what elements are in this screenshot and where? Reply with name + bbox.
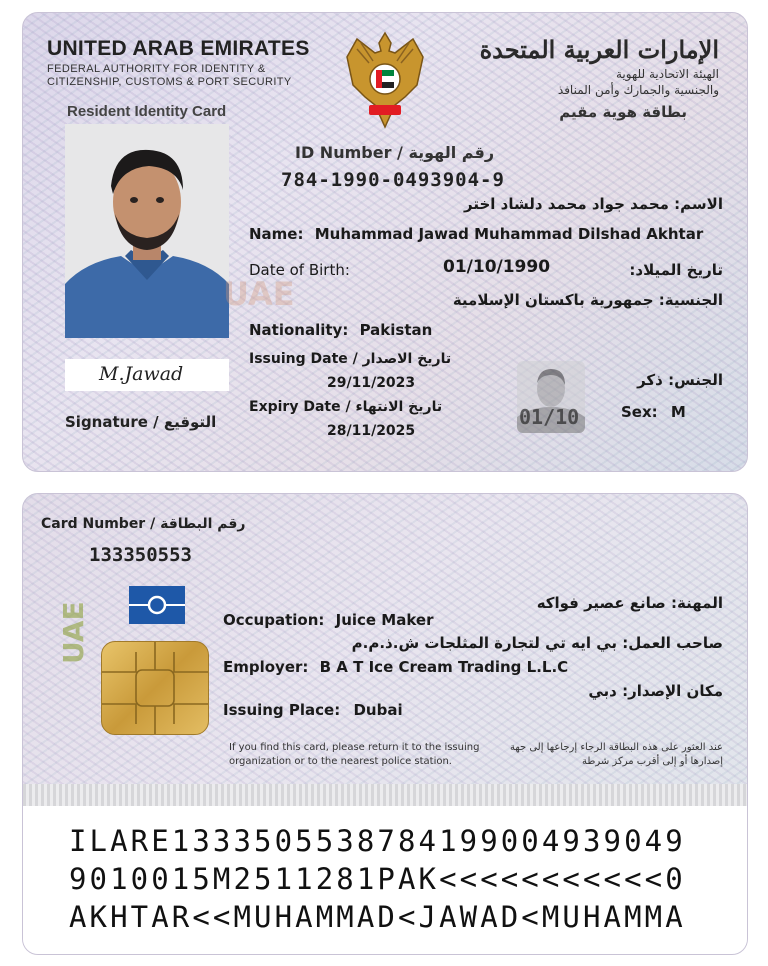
sex-value: M: [670, 403, 686, 421]
card-number: 133350553: [89, 544, 192, 566]
employer-value: B A T Ice Cream Trading L.L.C: [319, 658, 569, 676]
ghost-dob: 01/10: [519, 405, 580, 429]
header-authority-line1: FEDERAL AUTHORITY FOR IDENTITY &: [47, 63, 266, 75]
dob-value: 01/10/1990: [443, 257, 551, 277]
name-ar: الاسم: محمد جواد محمد دلشاد اختر: [464, 195, 723, 213]
issuing-place-row: [223, 701, 403, 719]
holder-photo: [65, 124, 229, 338]
uae-vertical-watermark: UAE: [57, 601, 90, 664]
sex-ar: الجنس: ذكر: [637, 371, 723, 389]
dob-label: Date of Birth:: [249, 261, 350, 279]
issuing-place-ar: مكان الإصدار: دبي: [588, 682, 723, 700]
return-note-ar-line1: عند العثور على هذه البطاقة الرجاء إرجاعها إلى جهة: [510, 742, 723, 753]
occupation-ar: المهنة: صانع عصير فواكه: [536, 594, 723, 612]
nationality-label: Nationality:: [249, 321, 349, 339]
issuing-date: 29/11/2023: [327, 375, 416, 391]
employer-label: Employer:: [223, 658, 309, 676]
issuing-place-value: Dubai: [353, 701, 403, 719]
machine-readable-zone: [23, 806, 747, 954]
issuing-date-label: Issuing Date / تاريخ الاصدار: [249, 351, 452, 367]
card-type-en: Resident Identity Card: [67, 103, 227, 120]
return-note-ar-line2: إصدارها أو إلى أقرب مركز شرطة: [582, 756, 723, 767]
return-note-en-line2: organization or to the nearest police station.: [229, 756, 452, 767]
holder-signature: M.Jawad: [99, 363, 184, 385]
return-note-en-line1: If you find this card, please return it to the issuing: [229, 742, 480, 753]
id-card-back: [22, 493, 748, 955]
sex-label: Sex:: [621, 403, 658, 421]
id-number-label: ID Number / رقم الهوية: [295, 143, 495, 162]
expiry-date: 28/11/2025: [327, 423, 416, 439]
sex-row: [621, 403, 686, 421]
signature-label: Signature / التوقيع: [65, 413, 217, 431]
expiry-date-label: Expiry Date / تاريخ الانتهاء: [249, 399, 443, 415]
mrz-line-2: 9010015M2511281PAK<<<<<<<<<<<0: [69, 862, 686, 896]
security-strip: [23, 784, 747, 806]
occupation-label: Occupation:: [223, 611, 325, 629]
signature-box: [65, 359, 229, 391]
nationality-row: [249, 321, 432, 339]
occupation-value: Juice Maker: [335, 611, 434, 629]
dob-ar-label: تاريخ الميلاد:: [629, 261, 723, 279]
header-authority-ar-line2: والجنسية والجمارك وأمن المنافذ: [557, 83, 719, 97]
nationality-value: Pakistan: [359, 321, 433, 339]
employer-row: [223, 658, 568, 676]
issuing-place-label: Issuing Place:: [223, 701, 341, 719]
header-country-ar: الإمارات العربية المتحدة: [479, 35, 719, 64]
contactless-blue-box: [129, 586, 185, 624]
mrz-line-1: ILARE1333505538784199004939049: [69, 824, 686, 858]
mrz-line-3: AKHTAR<<MUHAMMAD<JAWAD<MUHAMMA: [69, 900, 686, 934]
uae-eagle-emblem-icon: [343, 27, 427, 131]
employer-ar: صاحب العمل: بي ايه تي لتجارة المثلجات ش.ذ.م.م: [351, 634, 723, 652]
id-card-front: [22, 12, 748, 472]
header-authority-ar-line1: الهيئة الاتحادية للهوية: [616, 67, 719, 81]
chip-icon: [101, 641, 209, 735]
holder-name: Muhammad Jawad Muhammad Dilshad Akhtar: [314, 225, 704, 243]
name-label: Name:: [249, 225, 304, 243]
nationality-ar: الجنسية: جمهورية باكستان الإسلامية: [452, 291, 723, 309]
name-row: [249, 225, 703, 243]
card-number-label: Card Number / رقم البطاقة: [41, 516, 246, 532]
occupation-row: [223, 611, 434, 629]
uae-watermark: UAE: [223, 275, 295, 313]
header-authority-line2: CITIZENSHIP, CUSTOMS & PORT SECURITY: [47, 76, 292, 88]
header-country-en: UNITED ARAB EMIRATES: [47, 37, 310, 60]
id-number: 784-1990-0493904-9: [281, 169, 505, 191]
card-type-ar: بطاقة هوية مقيم: [559, 103, 687, 121]
